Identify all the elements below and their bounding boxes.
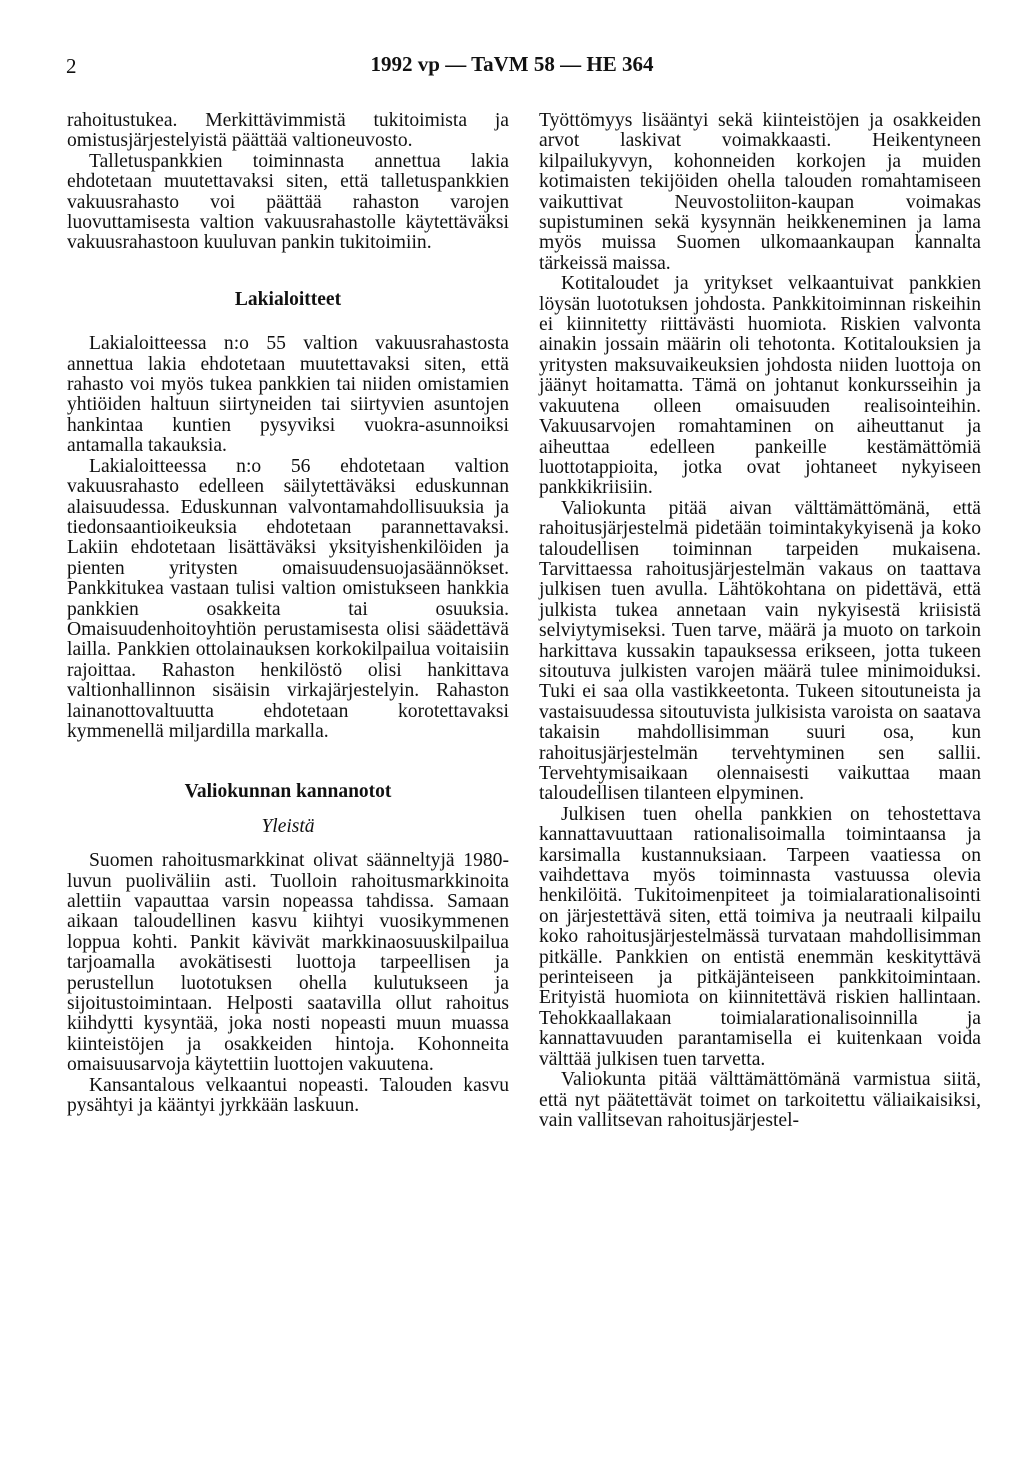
paragraph: Lakialoitteessa n:o 55 valtion vakuusrahastosta annettua lakia ehdotetaan muutettavaksi siten, että rahasto voi myös tukea pankkien tai niiden omistamien yhtiöiden haltuun siirtyneiden tai siirtyvien asuntojen hankintaa kuntien pysyviksi vuokra-asunnoiksi antamalla takauksia. — [67, 333, 509, 457]
section-heading-valiokunnan-kannanotot: Valiokunnan kannanotot — [184, 781, 392, 803]
paragraph: Talletuspankkien toiminnasta annettua lakia ehdotetaan muutettavaksi siten, että talletuspankkien vakuusrahasto voi päättää rahaston varojen luovuttamisesta valtion vakuusrahastolle käytettäväksi vakuusrahastoon kuuluvan pankin tukitoimiin. — [67, 150, 509, 254]
paragraph: rahoitustukea. Merkittävimmistä tukitoimista ja omistusjärjestelyistä päättää valtioneuvosto. — [67, 110, 509, 152]
section-heading-lakialoitteet: Lakialoitteet — [234, 288, 342, 310]
paragraph: Valiokunta pitää aivan välttämättömänä, että rahoitusjärjestelmä pidetään toimintakykyisenä ja koko taloudellisen toiminnan tarpeiden mukaisena. Tarvittaessa rahoitusjärjestelmän vakaus on taattava julkisen tuen avulla. Lähtökohtana on pidettävä, että julkista tukea annetaan vain nykyisestä kriisistä selviytymiseksi. Tuen tarve, määrä ja muoto on tarkoin harkittava kussakin tapauksessa erikseen, jotta tukeen sitoutuva julkisten varojen määrä tulee minimoiduksi. Tuki ei saa olla vastikkeetonta. Tukeen sitoutuneista ja vastaisuudessa sitoutuvista julkisista varoista on saatava takaisin mahdollisimman suuri osa, kun rahoitusjärjestelmän tervehtyminen sen sallii. Tervehtymisaikaan olennaisesti vaikuttaa maan taloudellisen tilanteen elpyminen. — [539, 497, 981, 805]
right-column — [539, 111, 981, 1131]
left-column — [67, 111, 509, 1116]
subheading-yleista: Yleistä — [261, 815, 315, 837]
paragraph: Suomen rahoitusmarkkinat olivat säänneltyjä 1980-luvun puoliväliin asti. Tuolloin rahoitusmarkkinoita alettiin vapauttaa varsin nopeassa tahdissa. Samaan aikaan taloudellinen kasvu kiihtyi vuosikymmenen loppua kohti. Pankit kävivät markkinaosuuskilpailua tarjoamalla avokätisesti luottoja tarpeellisen ja perustellun luototuksen ohella kulutukseen ja sijoitustoimintaan. Helposti saatavilla ollut rahoitus kiihdytti kysyntää, joka nosti nopeasti muun muassa kiinteistöjen ja osakkeiden hintoja. Kohonneita omaisuusarvoja käytettiin luottojen vakuutena. — [67, 850, 509, 1076]
page-number: 2 — [66, 54, 77, 78]
running-header: 1992 vp — TaVM 58 — HE 364 — [370, 52, 654, 76]
paragraph: Lakialoitteessa n:o 56 ehdotetaan valtion vakuusrahasto edelleen säilytettäväksi eduskunnan alaisuudessa. Eduskunnan valvontamahdollisuuksia ja tiedonsaantioikeuksia ehdotetaan parannettavaksi. Lakiin ehdotetaan lisättäväksi yksityishenkilöiden ja pienten yritysten omaisuudensuojasäännökset. Pankkitukea vastaan tulisi valtion omistukseen hankkia pankkien osakkeita tai osuuksia. Omaisuudenhoitoyhtiön perustamisesta olisi säädettävä lailla. Pankkien ottolainauksen korkokilpailua voitaisiin rajoittaa. Rahaston henkilöstö olisi hankittava valtionhallinnon sisäisin virkajärjestelyin. Rahaston lainanottovaltuutta ehdotetaan korotettavaksi kymmenellä miljardilla markalla. — [67, 455, 509, 742]
paragraph: Kansantalous velkaantui nopeasti. Talouden kasvu pysähtyi ja kääntyi jyrkkään laskuun. — [67, 1074, 509, 1117]
paragraph: Valiokunta pitää välttämättömänä varmistua siitä, että nyt päätettävät toimet on tarkoitettu väliaikaisiksi, vain vallitsevan rahoitusjärjestel- — [539, 1069, 981, 1131]
paragraph: Kotitaloudet ja yritykset velkaantuivat pankkien löysän luototuksen johdosta. Pankkitoiminnan riskeihin ei kiinnitetty riittävästi huomiota. Riskien valvonta ainakin jossain määrin oli tehotonta. Kotitalouksien ja yritysten maksuvaikeuksien johdosta niiden luottoja on jäänyt hoitamatta. Tämä on johtanut konkursseihin ja vakuutena olleen omaisuuden realisointeihin. Vakuusarvojen romahtaminen on aiheuttanut ja aiheuttaa edelleen pankeille kestämättömiä luottotappioita, jotka ovat johtaneet nykyiseen pankkikriisiin. — [539, 273, 981, 499]
paragraph: Työttömyys lisääntyi sekä kiinteistöjen ja osakkeiden arvot laskivat voimakkaasti. Heikentyneen kilpailukyvyn, kohonneiden korkojen ja muiden kotimaisten tekijöiden ohella talouden romahtamiseen vaikuttivat Neuvostoliiton-kaupan voimakas supistuminen sekä kysynnän heikkeneminen ja lama myös muissa Suomen ulkomaankaupan kannalta tärkeissä maissa. — [539, 110, 981, 274]
paragraph: Julkisen tuen ohella pankkien on tehostettava kannattavuuttaan rationalisoimalla toimintaansa ja karsimalla kustannuksiaan. Tarpeen vaatiessa on vaihdettava myös toiminnasta vastuussa olevia henkilöitä. Tukitoimenpiteet ja toimialarationalisointi on järjestettävä siten, että toimiva ja neutraali kilpailu koko rahoitusjärjestelmässä turvataan mahdollisimman pitkälle. Pankkien on entistä enemmän keskityttävä perinteiseen ja pitkäjänteiseen pankkitoimintaan. Erityistä huomiota on kiinnitettävä riskien hallintaan. Tehokkaallakaan toimialarationalisoinnilla ja kannattavuuden parantamisella ei kuitenkaan voida välttää julkisen tuen tarvetta. — [539, 803, 981, 1070]
